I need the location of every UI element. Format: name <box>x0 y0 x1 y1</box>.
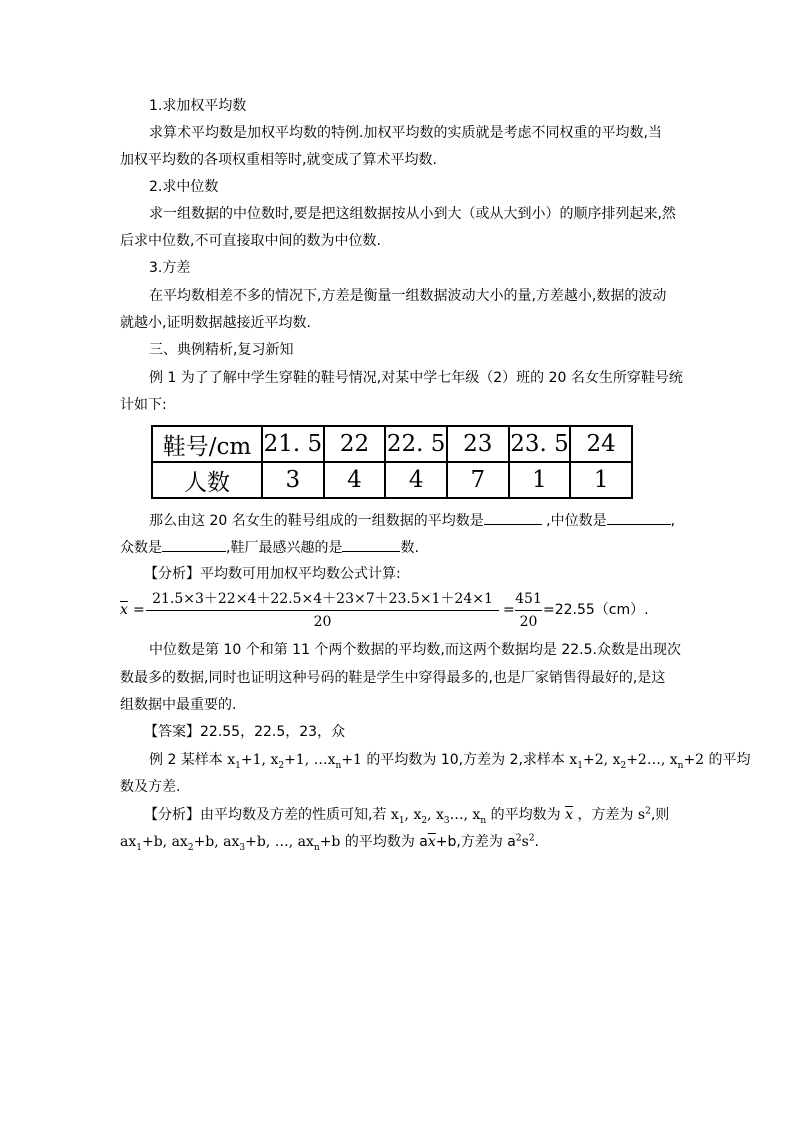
part3-title: 三、典例精析,复习新知 <box>149 342 294 358</box>
fraction-bar-2 <box>515 610 542 611</box>
analysis-text: 平均数可用加权平均数公式计算: <box>200 566 401 582</box>
x-bar-symbol: $\overline{x}$ <box>565 807 574 823</box>
fraction-bar <box>146 610 499 611</box>
table-row <box>152 462 632 498</box>
table-cell: 21. 5 <box>262 426 324 462</box>
answer-label: 【答案】 <box>144 724 200 740</box>
shoe-size-table <box>151 425 633 499</box>
table-cell: 4 <box>324 462 386 498</box>
example2-analysis-line2 <box>120 832 539 852</box>
answer-blank-mean <box>484 510 542 525</box>
section3-paragraph-line2: 就越小,证明数据越接近平均数. <box>120 315 311 331</box>
analysis-text: +b,方差为 a <box>435 834 516 850</box>
superscript: 2 <box>528 833 535 844</box>
analysis-label: 【分析】 <box>144 566 200 582</box>
table-cell: 3 <box>262 462 324 498</box>
analysis-label: 【分析】 <box>144 807 200 823</box>
example2-text: 的平均 <box>704 752 751 768</box>
table-header-count: 人数 <box>152 462 262 498</box>
superscript: 2 <box>515 833 522 844</box>
section2-paragraph-line2: 后求中位数,不可直接取中间的数为中位数. <box>120 233 381 249</box>
median-paragraph-line1: 中位数是第 10 个和第 11 个两个数据的平均数,而这两个数据均是 22.5.众数是出现次 <box>149 642 681 658</box>
section1-title: 1.求加权平均数 <box>149 98 247 114</box>
formula-numerator-2: 451 <box>515 591 542 607</box>
sample-expression-3: $x_1$, $x_2$, $x_3\dots$, $x_n$ <box>390 807 487 826</box>
answer-blank-median <box>607 510 671 525</box>
analysis-text: 的平均数为 a <box>340 834 428 850</box>
question-text: ,鞋厂最感兴趣的是 <box>226 540 343 556</box>
table-cell: 1 <box>570 462 632 498</box>
table-cell: 1 <box>509 462 571 498</box>
formula-denominator: 20 <box>313 614 332 630</box>
section1-paragraph-line1: 求算术平均数是加权平均数的特例.加权平均数的实质就是考虑不同权重的平均数,当 <box>149 125 662 141</box>
answer-blank-mode <box>162 537 226 552</box>
median-paragraph-line2: 数最多的数据,同时也证明这种号码的鞋是学生中穿得最多的,也是厂家销售得最好的,是这 <box>120 670 666 686</box>
table-cell: 22. 5 <box>385 426 447 462</box>
formula-equals: = <box>133 602 145 618</box>
question-text: ,中位数是 <box>541 513 607 529</box>
sample-expression-4: $ax_1+b$, $ax_2+b$, $ax_3+b$, …, $ax_n+b$ <box>120 834 341 853</box>
formula-numerator: 21.5×3＋22×4＋22.5×4＋23×7＋23.5×1＋24×1 <box>152 591 493 607</box>
example1-question-line1 <box>149 510 675 531</box>
analysis-text: ，方差为 <box>573 807 638 823</box>
x-bar-symbol: $\overline{x}$ <box>120 602 128 618</box>
x-bar-symbol: $\overline{x}$ <box>427 834 436 850</box>
example2-text: 的平均数为 10,方差为 2,求样本 <box>361 752 570 768</box>
example1-intro-line2: 计如下: <box>120 397 167 413</box>
question-text: 数. <box>400 540 419 556</box>
section2-title: 2.求中位数 <box>149 179 219 195</box>
table-cell: 7 <box>447 462 509 498</box>
section3-paragraph-line1: 在平均数相差不多的情况下,方差是衡量一组数据波动大小的量,方差越小,数据的波动 <box>149 288 667 304</box>
example2-analysis-line1 <box>144 805 669 825</box>
example1-question-line2 <box>120 537 419 558</box>
median-paragraph-line3: 组数据中最重要的. <box>120 697 237 713</box>
table-row <box>152 426 632 462</box>
analysis-text: ,则 <box>650 807 670 823</box>
table-cell: 24 <box>570 426 632 462</box>
answer-blank-interest <box>342 537 400 552</box>
section2-paragraph-line1: 求一组数据的中位数时,要是把这组数据按从小到大（或从大到小）的顺序排列起来,然 <box>149 206 676 222</box>
analysis-text: 由平均数及方差的性质可知,若 <box>200 807 391 823</box>
table-cell: 23. 5 <box>509 426 571 462</box>
sample-expression: $x_1+1$, $x_2+1$, $\dots x_n+1$ <box>227 752 362 771</box>
analysis-text: . <box>534 834 539 850</box>
question-text: , <box>670 513 676 529</box>
formula-denominator-2: 20 <box>519 614 538 630</box>
formula-equals-2: = <box>503 602 515 618</box>
section3-title: 3.方差 <box>149 260 191 276</box>
example2-line2: 数及方差. <box>120 779 181 795</box>
example2-label: 例 2 某样本 <box>149 752 228 768</box>
table-header-shoe-size: 鞋号/cm <box>152 426 262 462</box>
formula-result: =22.55（cm）. <box>543 602 649 618</box>
question-text: 那么由这 20 名女生的鞋号组成的一组数据的平均数是 <box>149 513 484 529</box>
example2-line1 <box>149 750 751 770</box>
table-cell: 23 <box>447 426 509 462</box>
section1-paragraph-line2: 加权平均数的各项权重相等时,就变成了算术平均数. <box>120 152 437 168</box>
answer-text: 22.55，22.5，23，众 <box>200 724 346 740</box>
analysis-text: 的平均数为 <box>486 807 566 823</box>
sample-expression-2: $x_1+2$, $x_2+2\dots$, $x_n+2$ <box>569 752 705 771</box>
example1-analysis <box>144 564 401 584</box>
variance-s: s <box>521 834 529 850</box>
example1-answer <box>144 722 345 742</box>
example1-intro-line1: 例 1 为了了解中学生穿鞋的鞋号情况,对某中学七年级（2）班的 20 名女生所穿鞋号统 <box>149 370 683 386</box>
question-text: 众数是 <box>120 540 162 556</box>
variance-symbol: $s^2$ <box>637 806 651 823</box>
table-cell: 4 <box>385 462 447 498</box>
table-cell: 22 <box>324 426 386 462</box>
